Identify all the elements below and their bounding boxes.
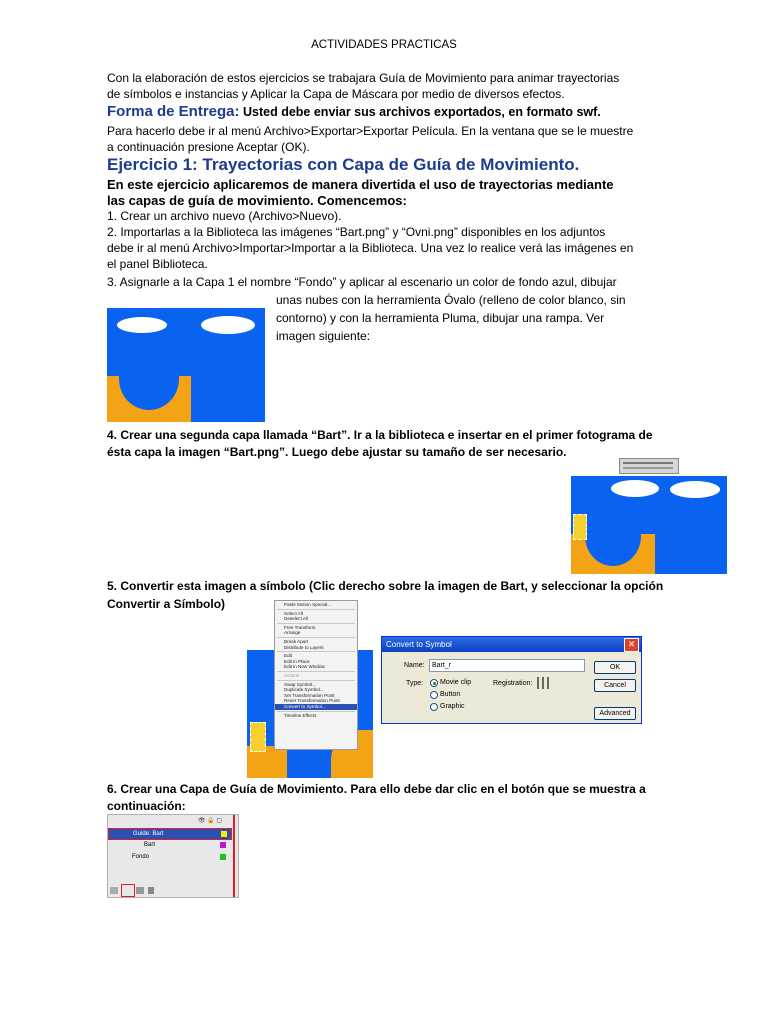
stage-image-bart: [571, 476, 727, 574]
menu-item-paste-motion-special[interactable]: Paste Motion Special...: [284, 602, 331, 607]
layer-row-fondo[interactable]: [108, 852, 230, 862]
menu-item-duplicate-symbol[interactable]: Duplicate Symbol...: [284, 687, 324, 693]
step-3-line-4: imagen siguiente:: [276, 329, 371, 343]
menu-item-select-all[interactable]: Select All: [284, 610, 303, 616]
layer-row-bart[interactable]: [108, 840, 230, 850]
registration-label: Registration:: [493, 680, 533, 687]
step-4-line-1: 4. Crear una segunda capa llamada “Bart”. Ir a la biblioteca e insertar en el primer fotograma de: [107, 428, 653, 442]
playhead-line: [233, 815, 235, 897]
step-6-line-1: 6. Crear una Capa de Guía de Movimiento. Para ello debe dar clic en el botón que se muestra a: [107, 782, 646, 796]
close-icon[interactable]: ✕: [624, 638, 639, 652]
step-1: 1. Crear un archivo nuevo (Archivo>Nuevo).: [107, 209, 342, 223]
cloud-shape: [117, 317, 167, 333]
dialog-title: Convert to Symbol: [382, 637, 641, 652]
layer-color-swatch: [221, 831, 227, 837]
timeline-row: [623, 467, 673, 469]
menu-item-distribute-to-layers[interactable]: Distribute to Layers: [284, 644, 324, 650]
bart-image[interactable]: [573, 514, 587, 540]
ramp-curve: [119, 348, 179, 410]
type-label: Type:: [406, 680, 424, 687]
step-5-line-2: Convertir a Símbolo): [107, 597, 226, 611]
advanced-button[interactable]: Advanced: [594, 707, 636, 720]
menu-item-actions[interactable]: Actions: [284, 672, 300, 678]
stage-image-fondo: [107, 308, 265, 422]
ejercicio1-sub-2: las capas de guía de movimiento. Comencemos:: [107, 193, 407, 208]
ejercicio1-heading: Ejercicio 1: Trayectorias con Capa de Guía de Movimiento.: [107, 155, 580, 174]
ok-button[interactable]: OK: [594, 661, 636, 674]
timeline-row: [623, 462, 673, 464]
layer-color-swatch: [220, 842, 226, 848]
menu-separator: [277, 609, 355, 610]
radio-movie-clip[interactable]: [430, 679, 438, 687]
ejercicio1-sub-1: En este ejercicio aplicaremos de manera divertida el uso de trayectorias mediante: [107, 177, 614, 192]
intro-line-2: de símbolos e instancias y Aplicar la Capa de Máscara por medio de diversos efectos.: [107, 87, 565, 101]
step-2-line-1: 2. Importarlas a la Biblioteca las imágenes “Bart.png” y “Ovni.png” disponibles en los adjuntos: [107, 225, 606, 239]
cloud-shape: [670, 481, 720, 498]
layer-name-bart: Bart: [144, 842, 156, 848]
menu-item-arrange[interactable]: Arrange: [284, 630, 301, 636]
page-title: ACTIVIDADES PRACTICAS: [311, 39, 457, 51]
menu-item-set-transformation-point[interactable]: Set Transformation Point: [284, 692, 335, 698]
step-4-line-2: ésta capa la imagen “Bart.png”. Luego debe ajustar su tamaño de ser necesario.: [107, 445, 567, 459]
menu-item-reset-transformation-point[interactable]: Reset Transformation Point: [284, 698, 340, 704]
menu-item-convert-to-symbol[interactable]: Convert to Symbol...: [275, 704, 357, 710]
step-3-line-1: 3. Asignarle a la Capa 1 el nombre “Fondo” y aplicar al escenario un color de fondo azul, dibujar: [107, 275, 617, 289]
entrega-line-2: a continuación presione Aceptar (OK).: [107, 140, 310, 154]
menu-separator: [277, 680, 355, 681]
layer-name-fondo: Fondo: [132, 854, 150, 860]
timeline-layers-panel: [107, 814, 239, 898]
menu-item-edit[interactable]: Edit: [284, 653, 292, 659]
step-3-line-2: unas nubes con la herramienta Óvalo (relleno de color blanco, sin: [276, 293, 626, 307]
layer-name-guide: Guide: Bart: [133, 831, 164, 837]
menu-separator: [277, 637, 355, 638]
entrega-heading-label: Forma de Entrega:: [107, 103, 240, 120]
menu-separator: [277, 671, 355, 672]
insert-folder-icon[interactable]: [136, 887, 144, 894]
ramp-curve: [585, 506, 641, 566]
layer-color-swatch: [220, 854, 226, 860]
menu-item-edit-in-place[interactable]: Edit in Place: [284, 658, 310, 664]
radio-button[interactable]: [430, 691, 438, 699]
step-2-line-2: debe ir al menú Archivo>Importar>Importar a la Biblioteca. Una vez lo realice verá las imágenes en: [107, 241, 634, 255]
bart-image[interactable]: [250, 722, 266, 752]
step-2-line-3: el panel Biblioteca.: [107, 257, 208, 271]
menu-separator: [277, 623, 355, 624]
context-menu: [274, 600, 358, 750]
entrega-heading: [107, 102, 601, 122]
menu-separator: [277, 711, 355, 712]
symbol-name-value: Bart_r: [432, 662, 452, 669]
add-motion-guide-button[interactable]: [121, 884, 135, 897]
menu-item-timeline-effects[interactable]: Timeline Effects: [284, 712, 317, 718]
step-6-line-2: continuación:: [107, 799, 186, 813]
entrega-line-1: Para hacerlo debe ir al menú Archivo>Exportar>Exportar Película. En la ventana que se le muestre: [107, 124, 634, 138]
entrega-heading-rest: Usted debe enviar sus archivos exportados, en formato swf.: [239, 105, 601, 119]
layer-row-guide[interactable]: [108, 828, 232, 840]
menu-item-edit-in-new-window[interactable]: Edit in New Window: [284, 664, 325, 670]
registration-grid-icon[interactable]: [537, 677, 549, 689]
menu-separator: [277, 651, 355, 652]
menu-item-break-apart[interactable]: Break Apart: [284, 638, 309, 644]
radio-dot: [433, 682, 436, 685]
intro-line-1: Con la elaboración de estos ejercicios se trabajara Guía de Movimiento para animar trayectorias: [107, 71, 620, 85]
eye-lock-outline-icons: 👁 🔒 ▢: [198, 818, 223, 824]
cancel-button[interactable]: Cancel: [594, 679, 636, 692]
step-3-line-3: contorno) y con la herramienta Pluma, dibujar una rampa. Ver: [276, 311, 605, 325]
type-button-label: Button: [440, 691, 461, 698]
insert-layer-icon[interactable]: [110, 887, 118, 894]
cloud-shape: [201, 316, 255, 334]
type-movie-clip-label: Movie clip: [440, 679, 472, 686]
radio-graphic[interactable]: [430, 703, 438, 711]
cloud-shape: [611, 480, 659, 497]
menu-item-swap-symbol[interactable]: Swap Symbol...: [284, 681, 316, 687]
symbol-name-input[interactable]: [429, 659, 585, 672]
menu-item-free-transform[interactable]: Free Transform: [284, 624, 316, 630]
convert-to-symbol-dialog: [381, 636, 642, 724]
mini-timeline-panel: [619, 458, 679, 474]
trash-icon[interactable]: [148, 887, 154, 894]
step-5-line-1: 5. Convertir esta imagen a símbolo (Clic derecho sobre la imagen de Bart, y seleccionar la opción: [107, 579, 664, 593]
menu-item-deselect-all[interactable]: Deselect All: [284, 616, 309, 622]
name-label: Name:: [404, 662, 425, 669]
type-graphic-label: Graphic: [440, 703, 465, 710]
